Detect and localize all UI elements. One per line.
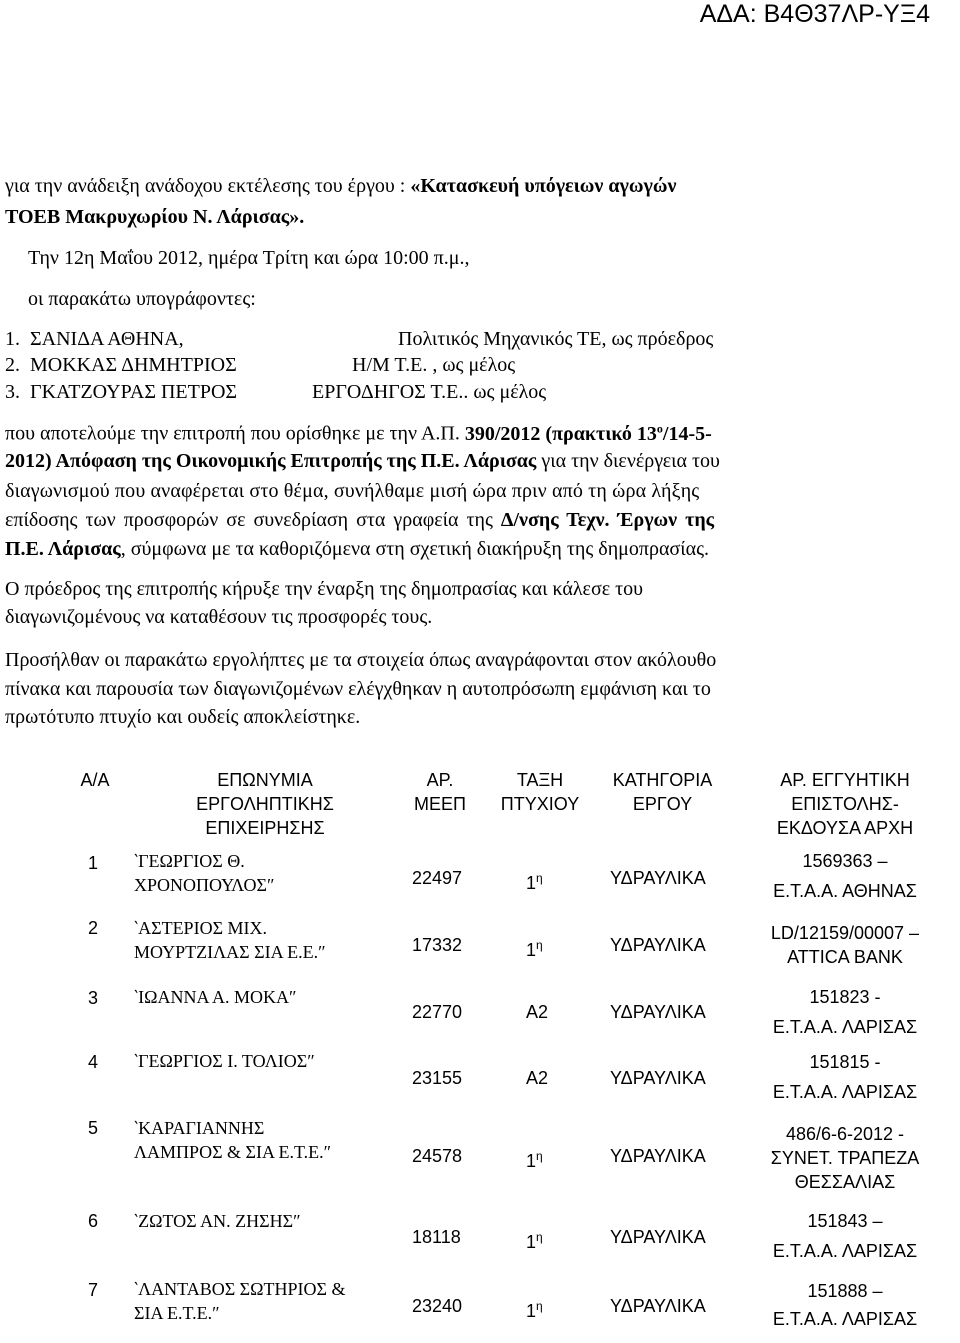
row-5-aa: 5 (88, 1118, 99, 1138)
committee-member-2 (5, 354, 237, 377)
col-header-class: ΤΑΞΗ ΠΤΥΧΙΟΥ (500, 770, 580, 814)
signatories-intro: οι παρακάτω υπογράφοντες: (28, 288, 256, 310)
body-p3-line-3: πρωτότυπο πτυχίο και ουδείς αποκλείστηκε. (5, 706, 361, 728)
row-4-aa: 4 (88, 1052, 99, 1072)
member-name: ΜΟΚΚΑΣ ΔΗΜΗΤΡΙΟΣ (30, 354, 237, 376)
row-6-company: ‵ΖΩΤΟΣ ΑΝ. ΖΗΣΗΣ″ (134, 1211, 301, 1231)
body-p2-line-2: διαγωνιζομένους να καταθέσουν τις προσφορές τους. (5, 606, 433, 628)
intro-text: για την ανάδειξη ανάδοχου εκτέλεσης του έργου : (5, 175, 406, 197)
row-4-category: ΥΔΡΑΥΛΙΚΑ (610, 1068, 706, 1088)
body-line-4 (5, 509, 714, 532)
member-number: 3. (5, 381, 20, 403)
row-3-class: Α2 (526, 1002, 549, 1022)
row-7-category: ΥΔΡΑΥΛΙΚΑ (610, 1296, 706, 1316)
row-6-guarantee: 151843 – Ε.Τ.Α.Α. ΛΑΡΙΣΑΣ (772, 1211, 918, 1261)
row-5-guarantee: 486/6-6-2012 - ΣΥΝΕΤ. ΤΡΑΠΕΖΑ ΘΕΣΣΑΛΙΑΣ (770, 1124, 920, 1192)
col-header-guarantee: ΑΡ. ΕΓΓΥΗΤΙΚΗ ΕΠΙΣΤΟΛΗΣ- ΕΚΔΟΥΣΑ ΑΡΧΗ (776, 770, 914, 838)
department-region: Π.Ε. Λάρισας (5, 538, 121, 560)
row-3-aa: 3 (88, 988, 99, 1008)
row-1-category: ΥΔΡΑΥΛΙΚΑ (610, 868, 706, 888)
col-header-meep: ΑΡ. ΜΕΕΠ (413, 770, 466, 814)
row-6-meep: 18118 (412, 1227, 461, 1247)
row-7-company: ‵ΛΑΝΤΑΒΟΣ ΣΩΤΗΡΙΟΣ & ΣΙΑ Ε.Τ.Ε.″ (134, 1279, 346, 1323)
row-5-class: $1^\eta$ (526, 1149, 543, 1171)
row-7-guarantee: 151888 – Ε.Τ.Α.Α. ΛΑΡΙΣΑΣ (772, 1281, 918, 1329)
row-4-meep: 23155 (412, 1068, 463, 1088)
row-5-company: ‵ΚΑΡΑΓΙΑΝΝΗΣ ΛΑΜΠΡΟΣ & ΣΙΑ Ε.Τ.Ε.″ (134, 1118, 332, 1162)
body-p3-line-1: Προσήλθαν οι παρακάτω εργολήπτες με τα στοιχεία όπως αναγράφονται στον ακόλουθο (5, 649, 717, 671)
row-1-class: $1^\eta$ (526, 871, 543, 893)
row-3-category: ΥΔΡΑΥΛΙΚΑ (610, 1002, 706, 1022)
committee-role-3: ΕΡΓΟΔΗΓΟΣ Τ.Ε.. ως μέλος (312, 381, 547, 403)
row-3-meep: 22770 (412, 1002, 463, 1022)
intro-line-1 (5, 175, 676, 198)
body-line-5 (5, 538, 709, 561)
row-1-guarantee: 1569363 – Ε.Τ.Α.Α. ΑΘΗΝΑΣ (773, 851, 917, 901)
row-2-guarantee: LD/12159/00007 – ATTICA BANK (770, 923, 920, 967)
decision-ref: 390/2012 (πρακτικό $13^o/14-5-$ (464, 421, 712, 445)
body-line-3: διαγωνισμού που αναφέρεται στο θέμα, συνήλθαμε μισή ώρα πριν από τη ώρα λήξης (5, 480, 700, 502)
col-header-company: ΕΠΩΝΥΜΙΑ ΕΡΓΟΛΗΠΤΙΚΗΣ ΕΠΙΧΕΙΡΗΣΗΣ (196, 770, 334, 838)
body-line-1 (5, 421, 712, 446)
body-text: για την διενέργεια του (541, 450, 720, 472)
member-number: 2. (5, 354, 20, 376)
intro-line-2: ΤΟΕΒ Μακρυχωρίου Ν. Λάρισας». (5, 206, 305, 228)
row-3-guarantee: 151823 - Ε.Τ.Α.Α. ΛΑΡΙΣΑΣ (772, 987, 918, 1037)
member-name: ΣΑΝΙΔΑ ΑΘΗΝΑ, (30, 328, 184, 350)
date-line: Την 12η Μαΐου 2012, ημέρα Τρίτη και ώρα 10:00 π.μ., (28, 247, 470, 269)
row-6-category: ΥΔΡΑΥΛΙΚΑ (610, 1227, 706, 1247)
document-code: ΑΔΑ: Β4Θ37ΛΡ-ΥΞ4 (699, 0, 930, 28)
row-3-company: ‵ΙΩΑΝΝΑ Α. ΜΟΚΑ″ (134, 987, 297, 1007)
body-text: , σύμφωνα με τα καθοριζόμενα στη σχετική διακήρυξη της δημοπρασίας. (120, 538, 709, 560)
row-4-guarantee: 151815 - Ε.Τ.Α.Α. ΛΑΡΙΣΑΣ (772, 1052, 918, 1102)
row-5-meep: 24578 (412, 1146, 463, 1166)
row-5-category: ΥΔΡΑΥΛΙΚΑ (610, 1146, 706, 1166)
body-line-2 (5, 450, 720, 473)
body-p3-line-2: πίνακα και παρουσία των διαγωνιζομένων ελέγχθηκαν η αυτοπρόσωπη εμφάνιση και το (5, 678, 711, 700)
body-p2-line-1: Ο πρόεδρος της επιτροπής κήρυξε την έναρξη της δημοπρασίας και κάλεσε του (5, 578, 644, 600)
row-2-class: $1^\eta$ (526, 938, 543, 960)
body-text: επίδοσης των προσφορών σε συνεδρίαση στα γραφεία της (5, 509, 493, 531)
row-1-company: ‵ΓΕΩΡΓΙΟΣ Θ. ΧΡΟΝΟΠΟΥΛΟΣ″ (134, 851, 275, 895)
decision-ref-2: 2012) Απόφαση της Οικονομικής Επιτροπής της Π.Ε. Λάρισας (5, 450, 537, 472)
committee-role-1: Πολιτικός Μηχανικός ΤΕ, ως πρόεδρος (398, 328, 714, 350)
committee-role-2: Η/Μ Τ.Ε. , ως μέλος (352, 354, 516, 376)
row-4-class: Α2 (526, 1068, 549, 1088)
department-name: Δ/νσης Τεχν. Έργων της (500, 509, 715, 531)
row-2-company: ‵ΑΣΤΕΡΙΟΣ ΜΙΧ. ΜΟΥΡΤΖΙΛΑΣ ΣΙΑ Ε.Ε.″ (134, 918, 326, 962)
row-2-meep: 17332 (412, 935, 463, 955)
row-6-class: $1^\eta$ (526, 1230, 543, 1252)
row-7-class: $1^\eta$ (526, 1299, 543, 1321)
row-4-company: ‵ΓΕΩΡΓΙΟΣ Ι. ΤΟΛΙΟΣ″ (134, 1051, 315, 1071)
body-text: που αποτελούμε την επιτροπή που ορίσθηκε με την Α.Π. (5, 422, 460, 445)
col-header-category: ΚΑΤΗΓΟΡΙΑ ΕΡΓΟΥ (612, 770, 713, 814)
row-7-aa: 7 (88, 1280, 99, 1300)
row-7-meep: 23240 (412, 1296, 463, 1316)
col-header-aa: Α/Α (80, 770, 110, 790)
row-1-aa: 1 (88, 853, 99, 873)
member-number: 1. (5, 328, 20, 350)
row-2-category: ΥΔΡΑΥΛΙΚΑ (610, 935, 706, 955)
member-name: ΓΚΑΤΖΟΥΡΑΣ ΠΕΤΡΟΣ (30, 381, 238, 403)
row-1-meep: 22497 (412, 868, 463, 888)
committee-member-3 (5, 381, 237, 404)
row-2-aa: 2 (88, 918, 99, 938)
project-title: «Κατασκευή υπόγειων αγωγών (410, 175, 677, 197)
row-6-aa: 6 (88, 1211, 99, 1231)
committee-member-1 (5, 328, 184, 351)
